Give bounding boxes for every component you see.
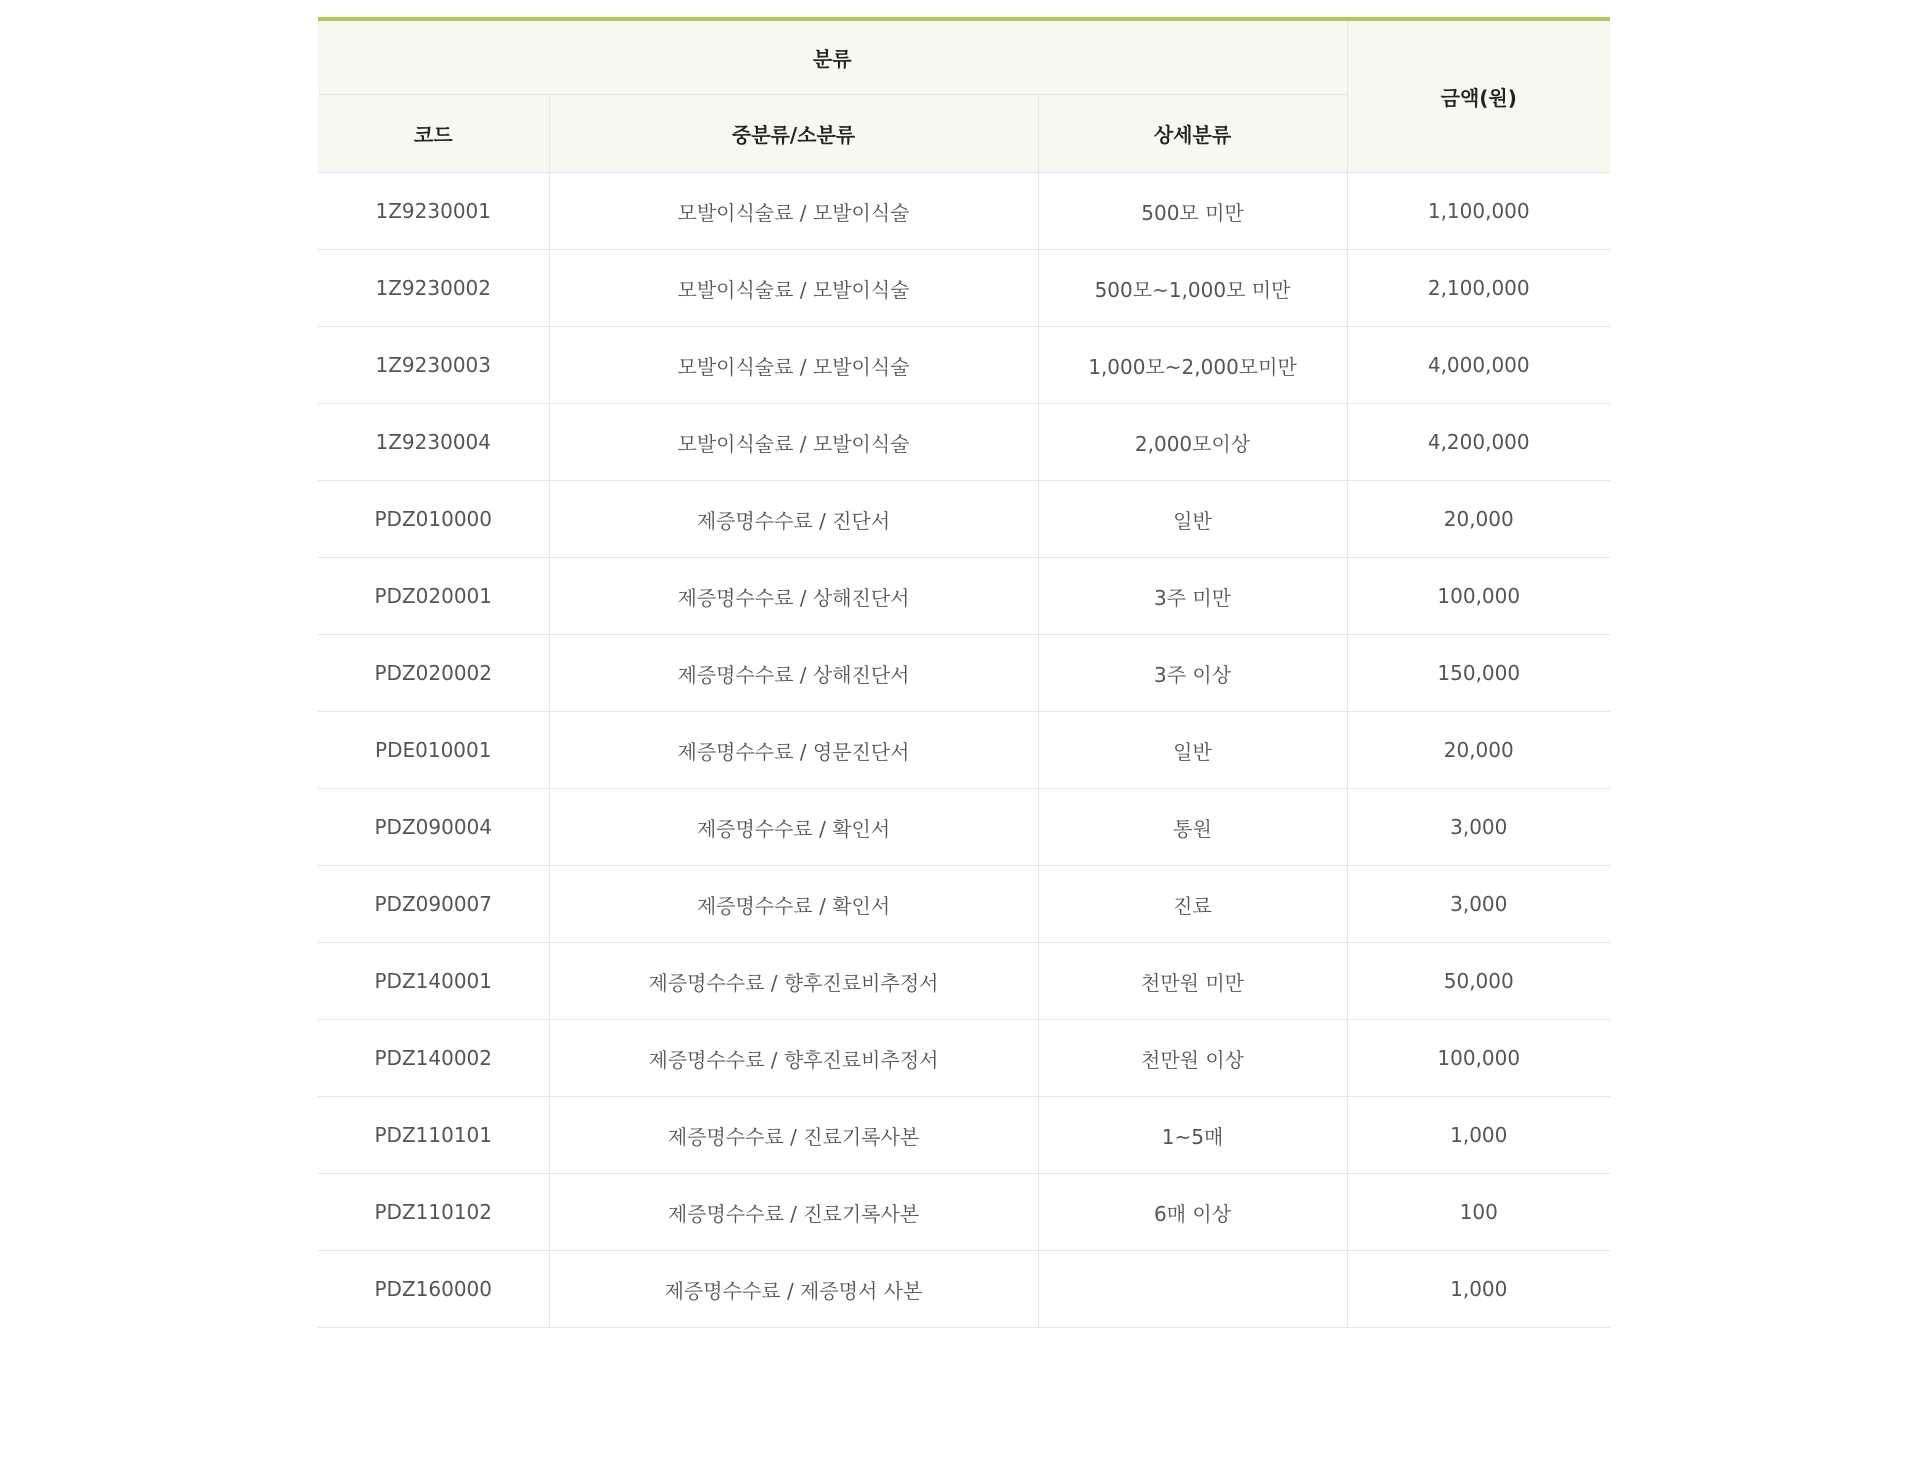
cell-code: PDZ090007 [318, 866, 549, 943]
table-row [318, 789, 1610, 866]
cell-category: 제증명수수료 / 제증명서 사본 [549, 1251, 1038, 1328]
cell-amount: 2,100,000 [1347, 250, 1610, 327]
cell-detail: 3주 이상 [1038, 635, 1347, 712]
table-header [318, 19, 1610, 173]
cell-code: 1Z9230004 [318, 404, 549, 481]
cell-amount: 20,000 [1347, 712, 1610, 789]
cell-category: 제증명수수료 / 상해진단서 [549, 558, 1038, 635]
cell-code: PDZ010000 [318, 481, 549, 558]
cell-code: PDZ090004 [318, 789, 549, 866]
header-row-group [318, 19, 1610, 95]
cell-category: 모발이식술료 / 모발이식술 [549, 327, 1038, 404]
cell-category: 제증명수수료 / 확인서 [549, 789, 1038, 866]
table-row [318, 1251, 1610, 1328]
cell-detail: 천만원 미만 [1038, 943, 1347, 1020]
cell-code: PDZ110102 [318, 1174, 549, 1251]
cell-amount: 150,000 [1347, 635, 1610, 712]
table-row [318, 866, 1610, 943]
table-row [318, 327, 1610, 404]
cell-code: PDZ020002 [318, 635, 549, 712]
cell-detail: 일반 [1038, 712, 1347, 789]
cell-code: 1Z9230002 [318, 250, 549, 327]
cell-code: PDZ140002 [318, 1020, 549, 1097]
table-row [318, 1020, 1610, 1097]
cell-code: PDZ020001 [318, 558, 549, 635]
cell-amount: 1,100,000 [1347, 173, 1610, 250]
cell-amount: 100 [1347, 1174, 1610, 1251]
cell-detail: 진료 [1038, 866, 1347, 943]
cell-category: 제증명수수료 / 확인서 [549, 866, 1038, 943]
cell-category: 제증명수수료 / 향후진료비추정서 [549, 943, 1038, 1020]
table-row [318, 250, 1610, 327]
cell-category: 제증명수수료 / 진료기록사본 [549, 1174, 1038, 1251]
cell-detail: 통원 [1038, 789, 1347, 866]
table-row [318, 173, 1610, 250]
table-row [318, 1174, 1610, 1251]
cell-amount: 3,000 [1347, 789, 1610, 866]
cell-category: 모발이식술료 / 모발이식술 [549, 404, 1038, 481]
cell-category: 제증명수수료 / 진단서 [549, 481, 1038, 558]
cell-detail: 일반 [1038, 481, 1347, 558]
table-row [318, 481, 1610, 558]
cell-amount: 1,000 [1347, 1251, 1610, 1328]
cell-amount: 3,000 [1347, 866, 1610, 943]
cell-code: 1Z9230003 [318, 327, 549, 404]
cell-category: 제증명수수료 / 영문진단서 [549, 712, 1038, 789]
fee-table [318, 17, 1610, 1328]
table-row [318, 1097, 1610, 1174]
table-row [318, 404, 1610, 481]
cell-detail: 3주 미만 [1038, 558, 1347, 635]
table-row [318, 558, 1610, 635]
cell-category: 모발이식술료 / 모발이식술 [549, 173, 1038, 250]
cell-code: PDE010001 [318, 712, 549, 789]
cell-detail [1038, 1251, 1347, 1328]
cell-detail: 천만원 이상 [1038, 1020, 1347, 1097]
cell-code: PDZ160000 [318, 1251, 549, 1328]
cell-category: 제증명수수료 / 상해진단서 [549, 635, 1038, 712]
header-detail: 상세분류 [1038, 95, 1347, 173]
table-body [318, 173, 1610, 1328]
cell-category: 모발이식술료 / 모발이식술 [549, 250, 1038, 327]
cell-code: 1Z9230001 [318, 173, 549, 250]
table-row [318, 635, 1610, 712]
cell-amount: 4,000,000 [1347, 327, 1610, 404]
header-classification: 분류 [318, 19, 1347, 95]
cell-amount: 4,200,000 [1347, 404, 1610, 481]
cell-detail: 500모 미만 [1038, 173, 1347, 250]
cell-detail: 1~5매 [1038, 1097, 1347, 1174]
cell-detail: 1,000모~2,000모미만 [1038, 327, 1347, 404]
cell-detail: 500모~1,000모 미만 [1038, 250, 1347, 327]
cell-amount: 100,000 [1347, 1020, 1610, 1097]
header-amount: 금액(원) [1347, 19, 1610, 173]
cell-amount: 100,000 [1347, 558, 1610, 635]
cell-code: PDZ140001 [318, 943, 549, 1020]
cell-detail: 6매 이상 [1038, 1174, 1347, 1251]
header-category: 중분류/소분류 [549, 95, 1038, 173]
cell-amount: 50,000 [1347, 943, 1610, 1020]
cell-detail: 2,000모이상 [1038, 404, 1347, 481]
cell-amount: 1,000 [1347, 1097, 1610, 1174]
cell-category: 제증명수수료 / 진료기록사본 [549, 1097, 1038, 1174]
cell-amount: 20,000 [1347, 481, 1610, 558]
header-code: 코드 [318, 95, 549, 173]
fee-table-container [318, 17, 1610, 1328]
cell-code: PDZ110101 [318, 1097, 549, 1174]
cell-category: 제증명수수료 / 향후진료비추정서 [549, 1020, 1038, 1097]
table-row [318, 943, 1610, 1020]
table-row [318, 712, 1610, 789]
